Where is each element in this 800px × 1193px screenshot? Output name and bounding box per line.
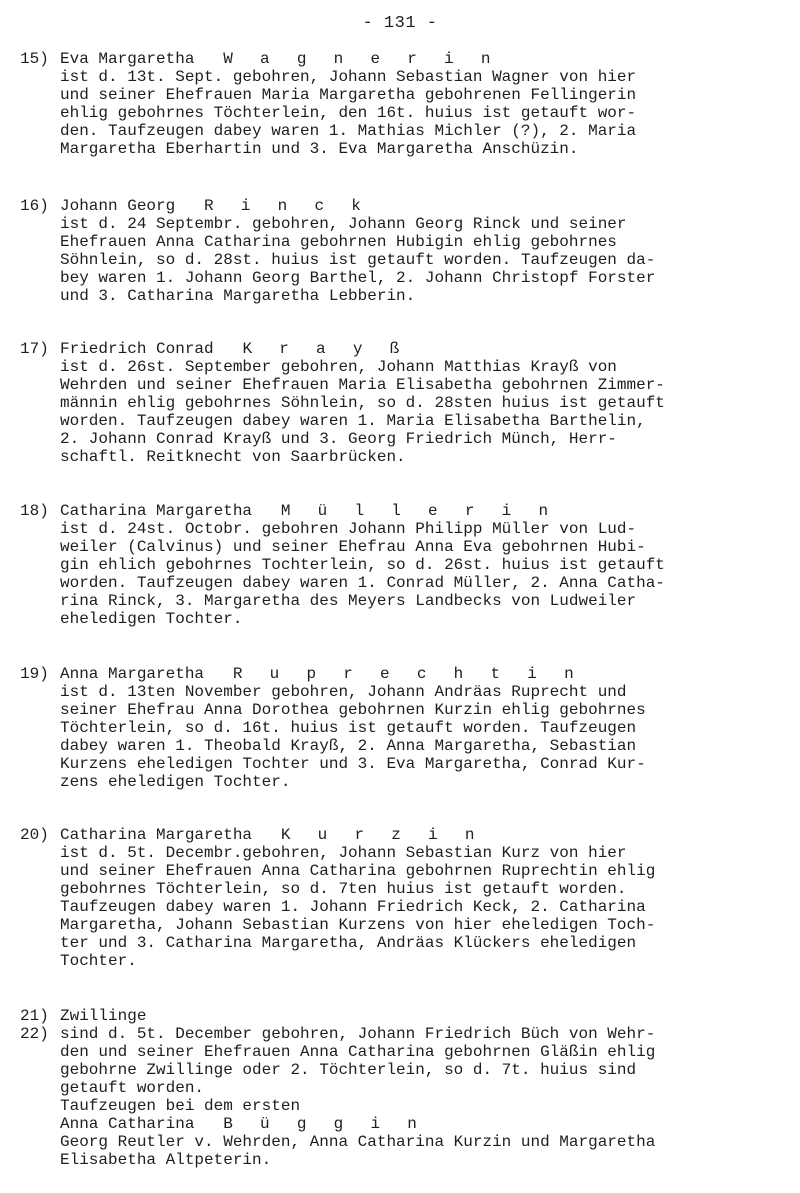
entry-text-line: und seiner Ehefrauen Maria Margaretha gebohrenen Fellingerin	[60, 86, 637, 104]
entry-text-line: Margaretha Eberhartin und 3. Eva Margaretha Anschüzin.	[60, 140, 579, 158]
entry-number: 15)	[20, 50, 49, 68]
entry-text-line: gebohrnes Töchterlein, so d. 7ten huius ist getauft worden.	[60, 880, 627, 898]
baptism-entry-18	[20, 502, 790, 628]
entry-text-line: Kurzens eheledigen Tochter und 3. Eva Margaretha, Conrad Kur-	[60, 755, 646, 773]
baptism-entry-21-22	[20, 1007, 790, 1169]
entry-heading	[20, 826, 790, 844]
entry-text-line: zens eheledigen Tochter.	[60, 773, 291, 791]
child-heading	[20, 1115, 790, 1133]
entry-number: 17)	[20, 340, 49, 358]
entry-heading	[20, 502, 790, 520]
entry-heading	[20, 1007, 790, 1025]
entry-text-line: ter und 3. Catharina Margaretha, Andräas Klückers eheledigen	[60, 934, 637, 952]
entry-text-line: ehlig gebohrnes Töchterlein, den 16t. huius ist getauft wor-	[60, 104, 637, 122]
baptism-entry-15	[20, 50, 790, 158]
entry-number: 18)	[20, 502, 49, 520]
entry-text-line: Taufzeugen bei dem ersten	[60, 1097, 301, 1115]
entry-given-name: Anna Catharina	[60, 1115, 195, 1133]
entry-surname: B ü g g i n	[223, 1115, 426, 1133]
entry-text-line: ist d. 24st. Octobr. gebohren Johann Philipp Müller von Lud-	[60, 520, 637, 538]
entry-text-line: rina Rinck, 3. Margaretha des Meyers Landbecks von Ludweiler	[60, 592, 637, 610]
entry-text-line: Georg Reutler v. Wehrden, Anna Catharina Kurzin und Margaretha	[60, 1133, 656, 1151]
entry-heading	[20, 50, 790, 68]
entry-given-name: Johann Georg	[60, 197, 176, 215]
entry-text-line: Tochter.	[60, 952, 137, 970]
entry-text-line: dabey waren 1. Theobald Krayß, 2. Anna Margaretha, Sebastian	[60, 737, 637, 755]
entry-number: 21)	[20, 1007, 49, 1025]
entry-heading	[20, 197, 790, 215]
page-number: - 131 -	[362, 14, 438, 33]
entry-text-line: Söhnlein, so d. 28st. huius ist getauft worden. Taufzeugen da-	[60, 251, 656, 269]
entry-text-line: männin ehlig gebohrnes Söhnlein, so d. 28sten huius ist getauft	[60, 394, 665, 412]
entry-text-line: Taufzeugen dabey waren 1. Johann Friedrich Keck, 2. Catharina	[60, 898, 646, 916]
entry-surname: K r a y ß	[242, 340, 409, 358]
entry-text-line: worden. Taufzeugen dabey waren 1. Maria Elisabetha Barthelin,	[60, 412, 646, 430]
entry-text-line: Wehrden und seiner Ehefrauen Maria Elisabetha gebohrnen Zimmer-	[60, 376, 665, 394]
entry-text-line: und seiner Ehefrauen Anna Catharina gebohrnen Ruprechtin ehlig	[60, 862, 656, 880]
entry-text-line: den und seiner Ehefrauen Anna Catharina gebohrnen Gläßin ehlig	[60, 1043, 656, 1061]
entry-surname: R u p r e c h t i n	[232, 665, 583, 683]
entry-text-line: gebohrne Zwillinge oder 2. Töchterlein, so d. 7t. huius sind	[60, 1061, 637, 1079]
entry-given-name: Anna Margaretha	[60, 665, 205, 683]
entry-text-line: worden. Taufzeugen dabey waren 1. Conrad Müller, 2. Anna Catha-	[60, 574, 665, 592]
entry-text-line: ist d. 13ten November gebohren, Johann Andräas Ruprecht und	[60, 683, 627, 701]
entry-number: 20)	[20, 826, 49, 844]
baptism-entry-16	[20, 197, 790, 305]
entry-given-name: Catharina Margaretha	[60, 502, 253, 520]
entry-given-name: Friedrich Conrad	[60, 340, 214, 358]
entry-text-line: getauft worden.	[60, 1079, 205, 1097]
entry-text-line: den. Taufzeugen dabey waren 1. Mathias Michler (?), 2. Maria	[60, 122, 637, 140]
entry-text-line: Elisabetha Altpeterin.	[60, 1151, 272, 1169]
entry-heading	[20, 340, 790, 358]
entry-text-line: weiler (Calvinus) und seiner Ehefrau Anna Eva gebohrnen Hubi-	[60, 538, 646, 556]
entry-text-line: bey waren 1. Johann Georg Barthel, 2. Johann Christopf Forster	[60, 269, 656, 287]
baptism-entry-17	[20, 340, 790, 466]
entry-text-line: und 3. Catharina Margaretha Lebberin.	[60, 287, 416, 305]
entry-text-line: schaftl. Reitknecht von Saarbrücken.	[60, 448, 406, 466]
entry-surname: M ü l l e r i n	[280, 502, 557, 520]
entry-text-line: seiner Ehefrau Anna Dorothea gebohrnen Kurzin ehlig gebohrnes	[60, 701, 646, 719]
entry-number: 19)	[20, 665, 49, 683]
entry-surname: W a g n e r i n	[223, 50, 500, 68]
entry-text-line: ist d. 13t. Sept. gebohren, Johann Sebastian Wagner von hier	[60, 68, 637, 86]
entry-text-line: gin ehlich gebohrnes Tochterlein, so d. 26st. huius ist getauft	[60, 556, 665, 574]
entry-text-line: ist d. 5t. Decembr.gebohren, Johann Sebastian Kurz von hier	[60, 844, 627, 862]
entry-text-line: ist d. 26st. September gebohren, Johann Matthias Krayß von	[60, 358, 617, 376]
entry-heading	[20, 665, 790, 683]
entry-number: 16)	[20, 197, 49, 215]
entry-given-name: Eva Margaretha	[60, 50, 195, 68]
entry-first-line	[20, 1025, 790, 1043]
entry-given-name: Catharina Margaretha	[60, 826, 253, 844]
entry-text-line: ist d. 24 Septembr. gebohren, Johann Georg Rinck und seiner	[60, 215, 627, 233]
entry-surname: K u r z i n	[280, 826, 484, 844]
entry-number: 22)	[20, 1025, 49, 1043]
baptism-entry-20	[20, 826, 790, 970]
entry-text-line: Töchterlein, so d. 16t. huius ist getauft worden. Taufzeugen	[60, 719, 637, 737]
entry-text-line: Margaretha, Johann Sebastian Kurzens von hier eheledigen Toch-	[60, 916, 656, 934]
entry-text-line: Ehefrauen Anna Catharina gebohrnen Hubigin ehlig gebohrnes	[60, 233, 617, 251]
entry-text-line: sind d. 5t. December gebohren, Johann Friedrich Büch von Wehr-	[60, 1025, 656, 1043]
baptism-entry-19	[20, 665, 790, 791]
entry-surname: R i n c k	[204, 197, 370, 215]
entry-text-line: 2. Johann Conrad Krayß und 3. Georg Friedrich Münch, Herr-	[60, 430, 617, 448]
twins-label: Zwillinge	[60, 1007, 147, 1025]
entry-text-line: eheledigen Tochter.	[60, 610, 243, 628]
